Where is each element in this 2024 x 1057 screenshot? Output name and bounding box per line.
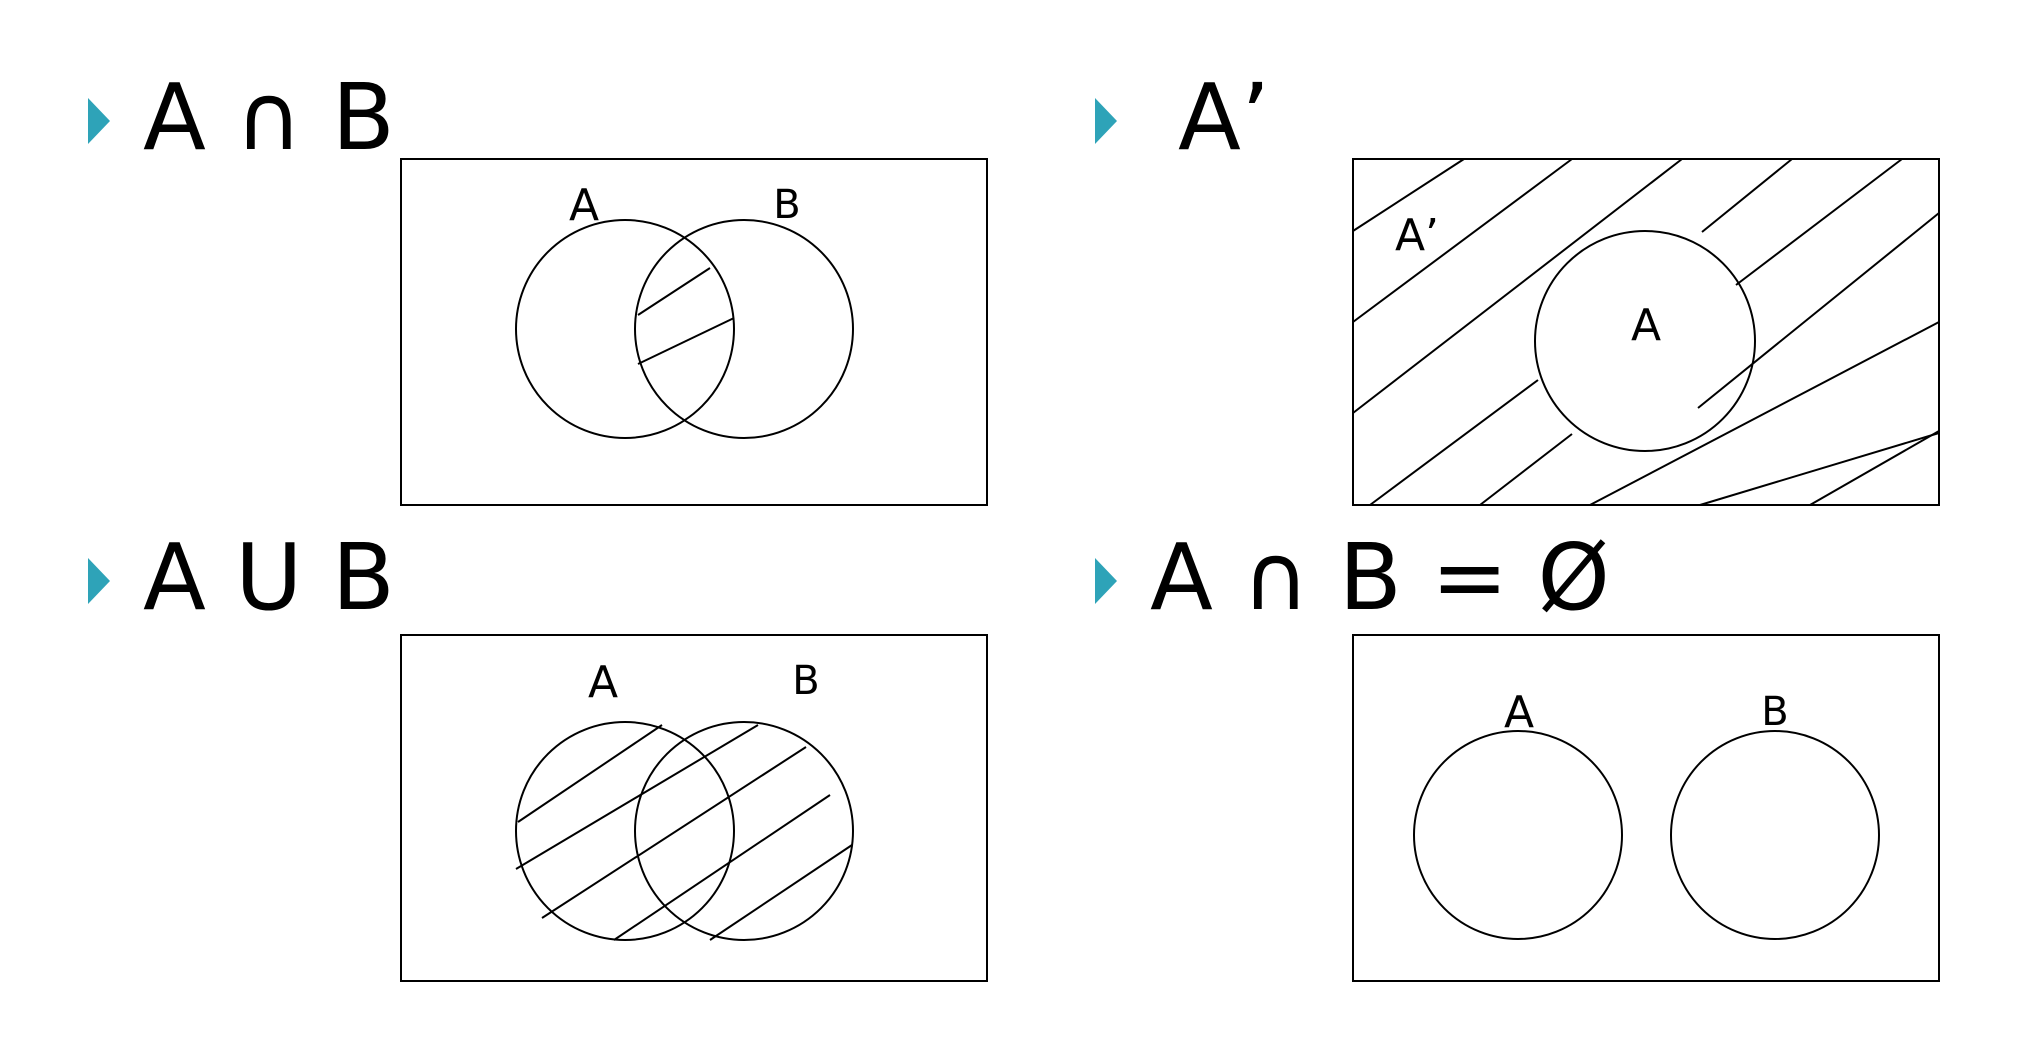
circle-b — [635, 722, 853, 940]
venn-complement — [1352, 158, 1940, 506]
heading-union: A U B — [143, 524, 395, 631]
circle-b — [1671, 731, 1879, 939]
hatch-line — [1810, 431, 1939, 505]
heading-intersection: A ∩ B — [143, 64, 395, 171]
label-b: B — [773, 182, 801, 228]
circle-a — [516, 722, 734, 940]
venn-union — [400, 634, 988, 982]
hatch-line — [614, 795, 830, 940]
bullet-icon-union — [88, 558, 112, 604]
bullet-icon-complement — [1095, 98, 1119, 144]
circle-a — [516, 220, 734, 438]
universe-rect — [401, 159, 987, 505]
hatch-line — [1353, 159, 1572, 322]
circle-b — [635, 220, 853, 438]
label-b: B — [792, 658, 820, 704]
hatch-line — [518, 725, 662, 822]
hatch-line — [542, 747, 806, 918]
label-a: A — [1630, 300, 1662, 351]
venn-intersection — [400, 158, 988, 506]
hatch-line — [1370, 380, 1538, 505]
label-a: A — [587, 657, 619, 708]
venn-disjoint — [1352, 634, 1940, 982]
hatch-line — [638, 318, 734, 364]
circle-a — [1414, 731, 1622, 939]
label-a: A — [568, 180, 600, 231]
heading-disjoint: A ∩ B = Ø — [1150, 524, 1610, 631]
heading-complement: A’ — [1178, 64, 1271, 171]
label-complement: A’ — [1394, 210, 1440, 261]
universe-rect — [1353, 635, 1939, 981]
hatch-line — [1702, 159, 1792, 232]
hatch-line — [1700, 433, 1939, 505]
bullet-icon-disjoint — [1095, 558, 1119, 604]
label-b: B — [1761, 689, 1789, 735]
hatch-line — [1736, 159, 1902, 285]
label-a: A — [1503, 687, 1535, 738]
universe-rect — [401, 635, 987, 981]
hatch-line — [1480, 434, 1572, 505]
bullet-icon-intersection — [88, 98, 112, 144]
